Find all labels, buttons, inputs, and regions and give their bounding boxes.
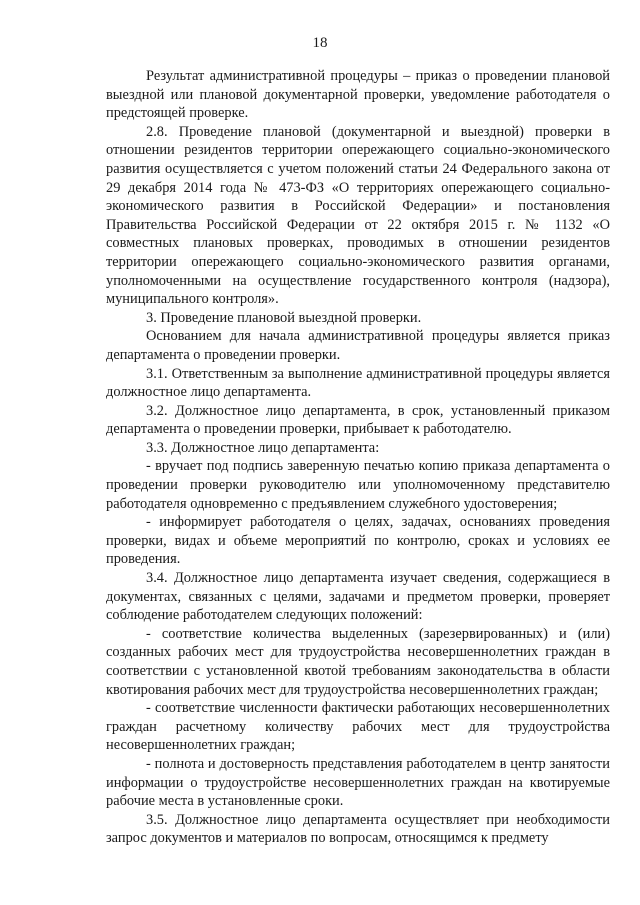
page-number: 18 — [312, 35, 328, 51]
list-item-headcount-compliance: - соответствие численности фактически работающих несовершеннолетних граждан расчетному количеству рабочих мест для трудоустройства несовершеннолетних граждан; — [106, 700, 610, 754]
list-item-hands-order: - вручает под подпись заверенную печатью копию приказа департамента о проведении проверки руководителю или уполномоченному представителю работодателя одновременно с предъявлением служебного удостоверения; — [106, 458, 610, 512]
paragraph-basis: Основанием для начала административной процедуры является приказ департамента о проведении проверки. — [106, 328, 610, 363]
paragraph-2-8: 2.8. Проведение плановой (документарной и выездной) проверки в отношении резидентов территории опережающего социально-экономического развития осуществляется с учетом положений статьи 24 Федерального закона от 29 декабря 2014 года № 473-ФЗ «О территориях опережающего социально-экономического развития в Российской Федерации» и постановления Правительства Российской Федерации от 22 октября 2015 г. № 1132 «О совместных плановых проверках, проводимых в отношении резидентов территории опережающего социально-экономического развития органами, уполномоченными на осуществление государственного контроля (надзора), муниципального контроля». — [106, 123, 610, 308]
paragraph-3-2: 3.2. Должностное лицо департамента, в срок, установленный приказом департамента о проведении проверки, прибывает к работодателю. — [106, 402, 610, 438]
list-item-quota-compliance: - соответствие количества выделенных (зарезервированных) и (или) созданных рабочих мест для трудоустройства несовершеннолетних граждан в соответствии с установленной квотой требованиям законодательства в области квотирования рабочих мест для трудоустройства несовершеннолетних граждан; — [106, 625, 610, 698]
list-item-info-completeness: - полнота и достоверность представления работодателем в центр занятости информации о трудоустройстве несовершеннолетних граждан на квотируемые рабочие места в установленные сроки. — [106, 755, 610, 810]
paragraph-3-3: 3.3. Должностное лицо департамента: — [146, 439, 380, 456]
paragraph-3-5: 3.5. Должностное лицо департамента осуществляет при необходимости запрос документов и материалов по вопросам, относящимся к предмету — [106, 811, 610, 847]
list-item-informs-employer: - информирует работодателя о целях, задачах, основаниях проведения проверки, видах и объеме мероприятий по контролю, сроках и условиях ее проведения. — [106, 514, 610, 568]
document-body — [106, 67, 610, 848]
paragraph-3-1: 3.1. Ответственным за выполнение административной процедуры является должностное лицо департамента. — [106, 365, 610, 401]
paragraph-3: 3. Проведение плановой выездной проверки. — [146, 309, 422, 326]
paragraph-procedure-result: Результат административной процедуры – приказ о проведении плановой выездной или плановой документарной проверки, уведомление работодателя о предстоящей проверке. — [106, 68, 610, 122]
paragraph-3-4: 3.4. Должностное лицо департамента изучает сведения, содержащиеся в документах, связанных с целями, задачами и предметом проверки, проверяет соблюдение работодателем следующих положений: — [106, 570, 610, 624]
